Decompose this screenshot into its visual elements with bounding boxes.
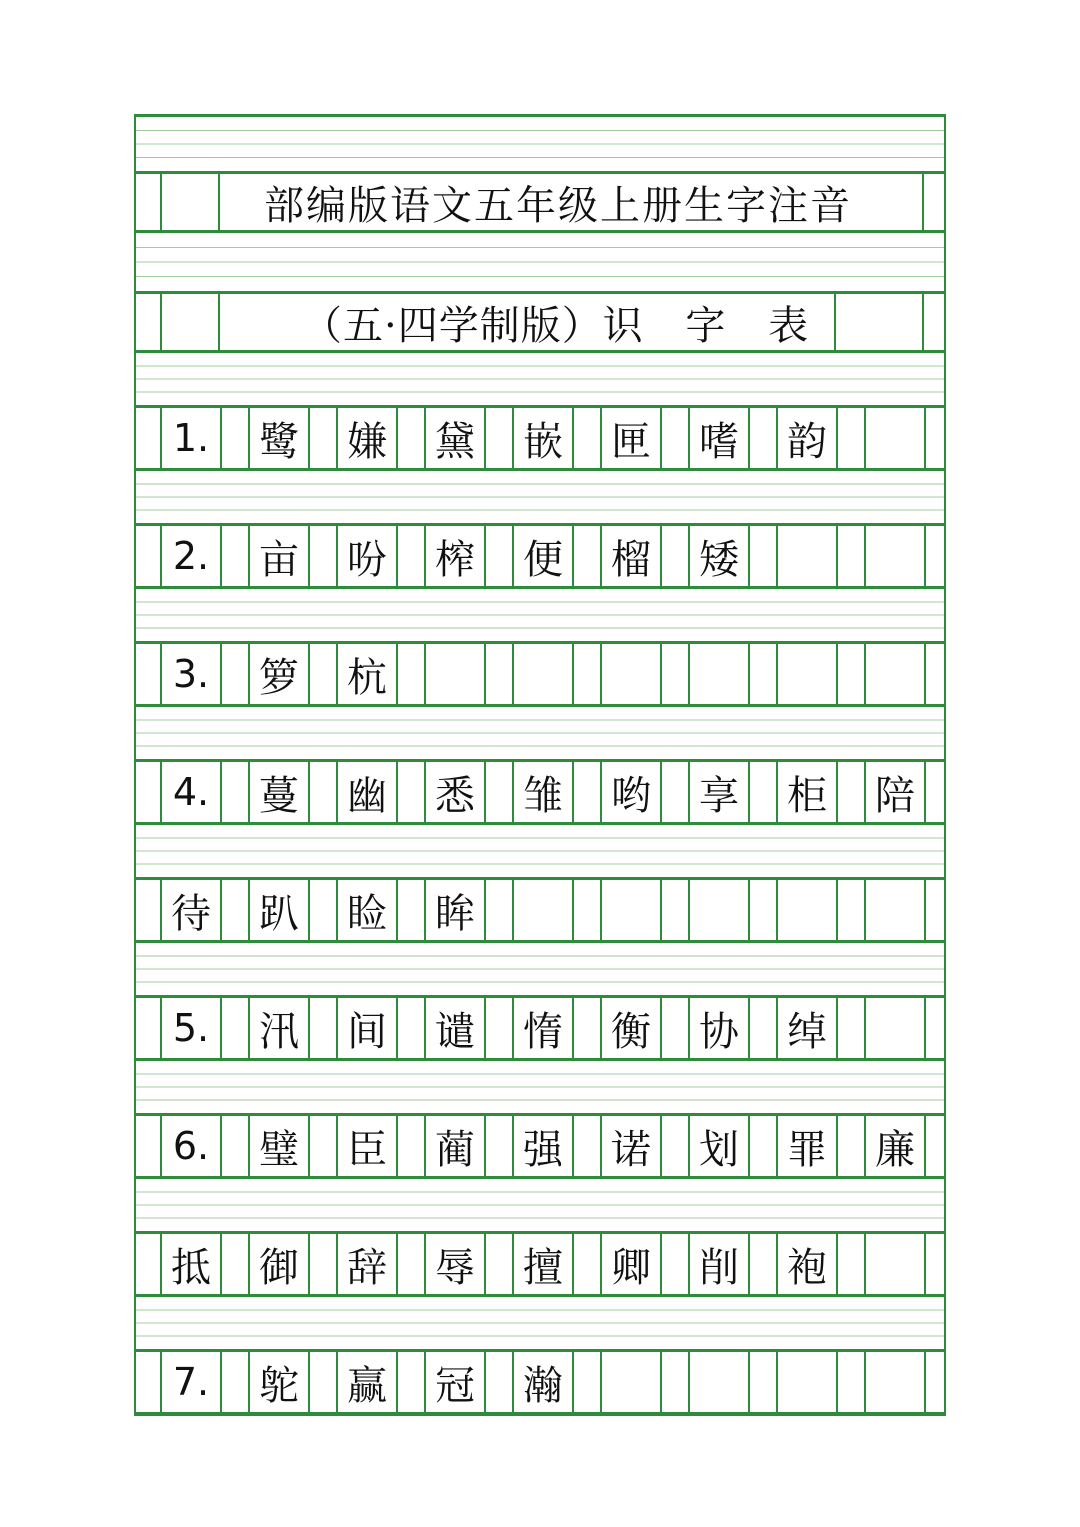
- character-cell: 亩: [248, 526, 310, 586]
- character-row: [136, 524, 944, 588]
- pinyin-band: [136, 470, 944, 524]
- character-cell: 蔺: [424, 1116, 486, 1176]
- character-cell: [776, 880, 838, 940]
- character-cell: [864, 644, 926, 704]
- character-cell: 享: [688, 762, 750, 822]
- character-cell: 臣: [336, 1116, 398, 1176]
- character-cell: 雏: [512, 762, 574, 822]
- character-cell: 赢: [336, 1352, 398, 1412]
- character-cell: [512, 880, 574, 940]
- character-cell: 划: [688, 1116, 750, 1176]
- character-cell: [864, 1352, 926, 1412]
- character-cell: 杭: [336, 644, 398, 704]
- title-row: [136, 172, 944, 232]
- row-number: 1.: [160, 408, 222, 468]
- character-cell: 嵌: [512, 408, 574, 468]
- character-cell: [864, 1234, 926, 1294]
- character-cell: [688, 880, 750, 940]
- page-title: 部编版语文五年级上册生字注音: [264, 182, 852, 229]
- row-number: 6.: [160, 1116, 222, 1176]
- character-cell: 辱: [424, 1234, 486, 1294]
- character-cell: 袍: [776, 1234, 838, 1294]
- character-cell: 待: [160, 880, 222, 940]
- character-cell: 谴: [424, 998, 486, 1058]
- character-cell: 罪: [776, 1116, 838, 1176]
- row-number: 7.: [160, 1352, 222, 1412]
- grid-cell: [160, 294, 220, 350]
- character-cell: 嫌: [336, 408, 398, 468]
- row-number: 5.: [160, 998, 222, 1058]
- character-cell: 黛: [424, 408, 486, 468]
- character-cell: 嗜: [688, 408, 750, 468]
- character-cell: [776, 1352, 838, 1412]
- character-row: [136, 878, 944, 942]
- character-cell: 榴: [600, 526, 662, 586]
- character-row: [136, 760, 944, 824]
- character-cell: 韵: [776, 408, 838, 468]
- character-cell: [424, 644, 486, 704]
- subtitle-row: [136, 292, 944, 352]
- character-cell: 衡: [600, 998, 662, 1058]
- character-cell: 强: [512, 1116, 574, 1176]
- pinyin-band: [136, 352, 944, 406]
- pinyin-band: [136, 706, 944, 760]
- character-cell: 御: [248, 1234, 310, 1294]
- pinyin-band: [136, 1060, 944, 1114]
- character-row: [136, 996, 944, 1060]
- character-cell: 陪: [864, 762, 926, 822]
- character-cell: 矮: [688, 526, 750, 586]
- pinyin-band: [136, 232, 944, 292]
- character-cell: 趴: [248, 880, 310, 940]
- character-cell: 鸵: [248, 1352, 310, 1412]
- character-cell: 榨: [424, 526, 486, 586]
- grid-cell: [922, 294, 948, 350]
- character-cell: [864, 998, 926, 1058]
- character-cell: 卿: [600, 1234, 662, 1294]
- character-cell: 鹭: [248, 408, 310, 468]
- character-cell: [600, 880, 662, 940]
- character-row: [136, 1350, 944, 1414]
- pinyin-band: [136, 942, 944, 996]
- character-cell: 璧: [248, 1116, 310, 1176]
- character-cell: 冠: [424, 1352, 486, 1412]
- character-cell: 哟: [600, 762, 662, 822]
- character-cell: 匣: [600, 408, 662, 468]
- character-cell: 蔓: [248, 762, 310, 822]
- grid-cell: [834, 294, 860, 350]
- page-subtitle: （五·四学制版）识 字 表: [302, 302, 810, 349]
- grid-cell: [160, 174, 220, 230]
- character-cell: 抵: [160, 1234, 222, 1294]
- character-cell: 眸: [424, 880, 486, 940]
- character-cell: 间: [336, 998, 398, 1058]
- character-cell: [776, 526, 838, 586]
- character-cell: [864, 880, 926, 940]
- character-cell: 幽: [336, 762, 398, 822]
- character-cell: [776, 644, 838, 704]
- character-cell: [864, 408, 926, 468]
- character-row: [136, 642, 944, 706]
- character-cell: 瀚: [512, 1352, 574, 1412]
- worksheet-grid: [134, 114, 946, 1416]
- character-cell: [600, 1352, 662, 1412]
- row-number: 3.: [160, 644, 222, 704]
- pinyin-band: [136, 1296, 944, 1350]
- character-cell: 惰: [512, 998, 574, 1058]
- row-number: 2.: [160, 526, 222, 586]
- character-row: [136, 406, 944, 470]
- character-cell: 箩: [248, 644, 310, 704]
- character-cell: 擅: [512, 1234, 574, 1294]
- character-cell: [512, 644, 574, 704]
- pinyin-band: [136, 116, 944, 172]
- row-number: 4.: [160, 762, 222, 822]
- character-cell: 协: [688, 998, 750, 1058]
- character-cell: 绰: [776, 998, 838, 1058]
- pinyin-band: [136, 1178, 944, 1232]
- character-cell: [688, 1352, 750, 1412]
- character-row: [136, 1114, 944, 1178]
- character-cell: 睑: [336, 880, 398, 940]
- character-cell: 廉: [864, 1116, 926, 1176]
- character-cell: 辞: [336, 1234, 398, 1294]
- character-cell: [864, 526, 926, 586]
- character-cell: [600, 644, 662, 704]
- character-cell: 便: [512, 526, 574, 586]
- character-cell: 汛: [248, 998, 310, 1058]
- character-cell: [688, 644, 750, 704]
- character-cell: 柜: [776, 762, 838, 822]
- grid-cell: [922, 174, 948, 230]
- pinyin-band: [136, 588, 944, 642]
- character-cell: 诺: [600, 1116, 662, 1176]
- pinyin-band: [136, 824, 944, 878]
- character-cell: 削: [688, 1234, 750, 1294]
- character-row: [136, 1232, 944, 1296]
- character-cell: 悉: [424, 762, 486, 822]
- character-cell: 吩: [336, 526, 398, 586]
